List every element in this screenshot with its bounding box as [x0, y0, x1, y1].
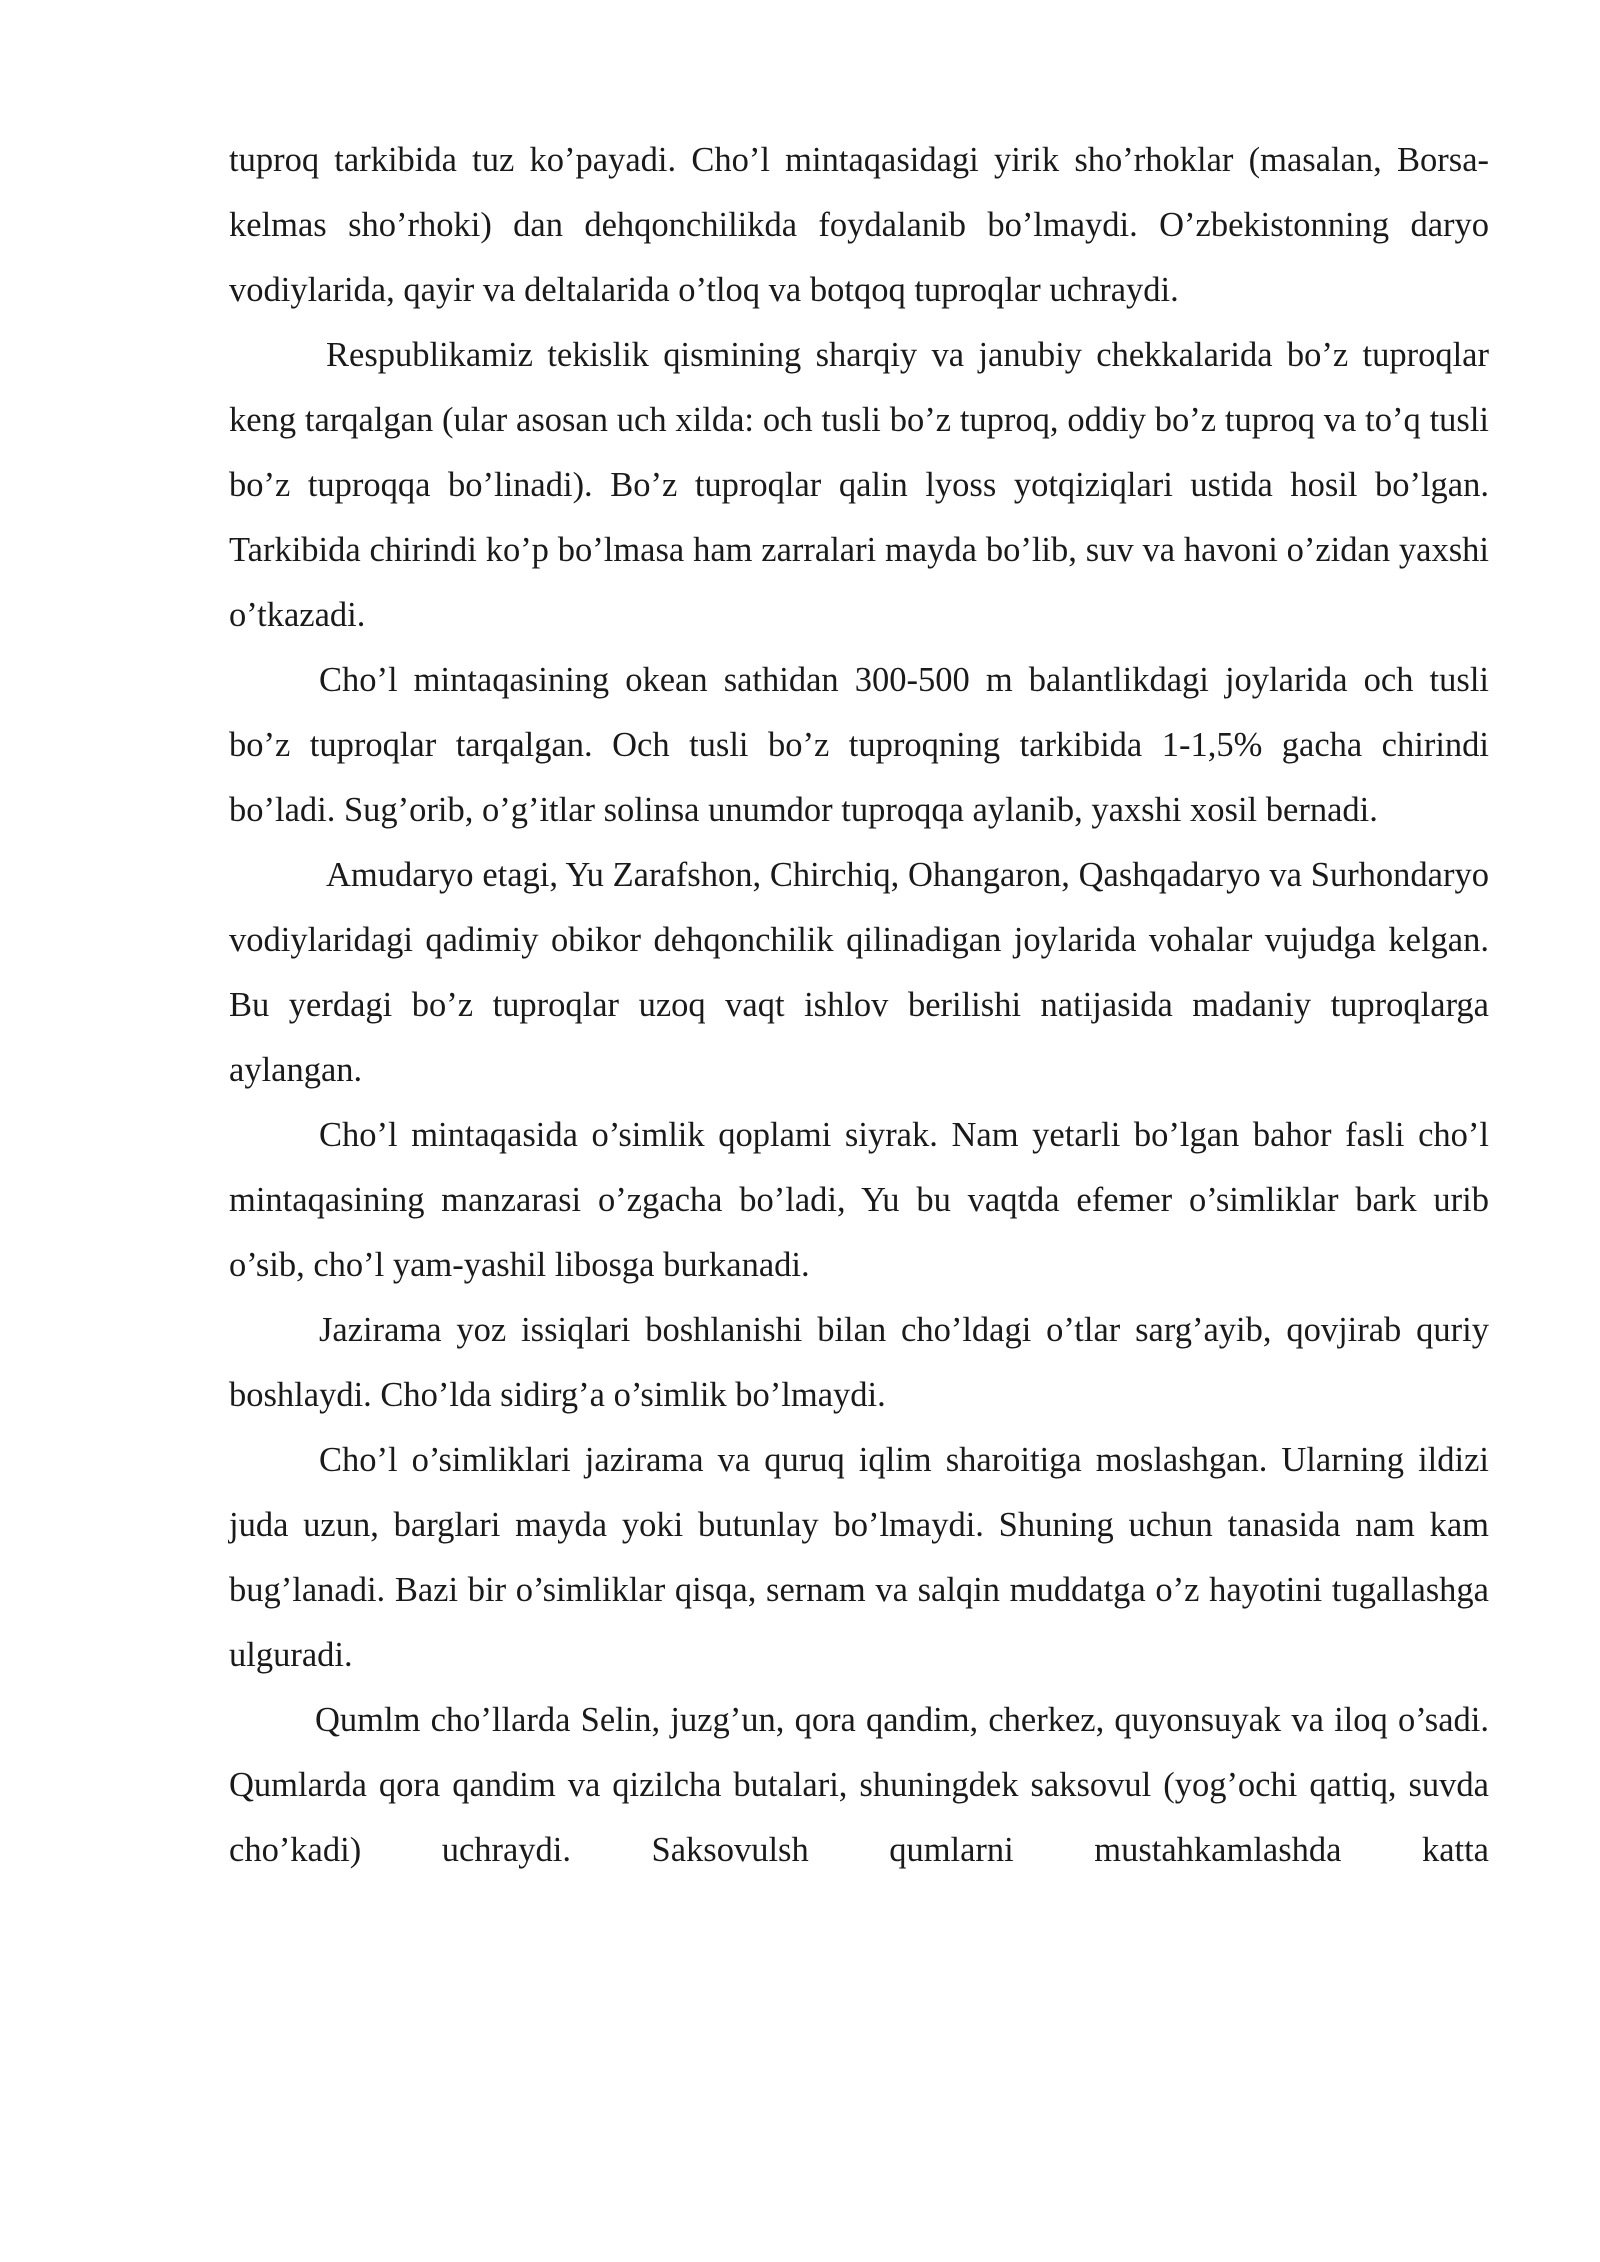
paragraph-7: Cho’l o’simliklari jazirama va quruq iqlim sharoitiga moslashgan. Ularning ildizi juda uzun, barglari mayda yoki butunlay bo’lmaydi. Shuning uchun tanasida nam kam bug’lanadi. Bazi bir o’simliklar qisqa, sernam va salqin muddatga o’z hayotini tugallashga ulguradi. — [229, 1441, 1489, 1674]
document-body — [229, 128, 1489, 1883]
paragraph-5: Cho’l mintaqasida o’simlik qoplami siyrak. Nam yetarli bo’lgan bahor fasli cho’l mintaqasining manzarasi o’zgacha bo’ladi, Yu bu vaqtda efemer o’simliklar bark urib o’sib, cho’l yam-yashil libosga burkanadi. — [229, 1116, 1489, 1284]
paragraph-2: Respublikamiz tekislik qismining sharqiy va janubiy chekkalarida bo’z tuproqlar keng tarqalgan (ular asosan uch xilda: och tusli bo’z tuproq, oddiy bo’z tuproq va to’q tusli bo’z tuproqqa bo’linadi). Bo’z tuproqlar qalin lyoss yotqiziqlari ustida hosil bo’lgan. Tarkibida chirindi ko’p bo’lmasa ham zarralari mayda bo’lib, suv va havoni o’zidan yaxshi o’tkazadi. — [229, 336, 1489, 634]
paragraph-1: tuproq tarkibida tuz ko’payadi. Cho’l mintaqasidagi yirik sho’rhoklar (masalan, Borsa-kelmas sho’rhoki) dan dehqonchilikda foydalanib bo’lmaydi. O’zbekistonning daryo vodiylarida, qayir va deltalarida o’tloq va botqoq tuproqlar uchraydi. — [229, 141, 1489, 309]
paragraph-4: Amudaryo etagi, Yu Zarafshon, Chirchiq, Ohangaron, Qashqadaryo va Surhondaryo vodiylaridagi qadimiy obikor dehqonchilik qilinadigan joylarida vohalar vujudga kelgan. Bu yerdagi bo’z tuproqlar uzoq vaqt ishlov berilishi natijasida madaniy tuproqlarga aylangan. — [229, 856, 1489, 1089]
paragraph-3: Cho’l mintaqasining okean sathidan 300-500 m balantlikdagi joylarida och tusli bo’z tuproqlar tarqalgan. Och tusli bo’z tuproqning tarkibida 1-1,5% gacha chirindi bo’ladi. Sug’orib, o’g’itlar solinsa unumdor tuproqqa aylanib, yaxshi xosil bernadi. — [229, 661, 1489, 829]
paragraph-8: Qumlm cho’llarda Selin, juzg’un, qora qandim, cherkez, quyonsuyak va iloq o’sadi. Qumlarda qora qandim va qizilcha butalari, shuningdek saksovul (yog’ochi qattiq, suvda cho’kadi) uchraydi. Saksovulsh qumlarni mustahkamlashda katta — [229, 1701, 1489, 1869]
paragraph-6: Jazirama yoz issiqlari boshlanishi bilan cho’ldagi o’tlar sarg’ayib, qovjirab quriy boshlaydi. Cho’lda sidirg’a o’simlik bo’lmaydi. — [229, 1311, 1489, 1414]
